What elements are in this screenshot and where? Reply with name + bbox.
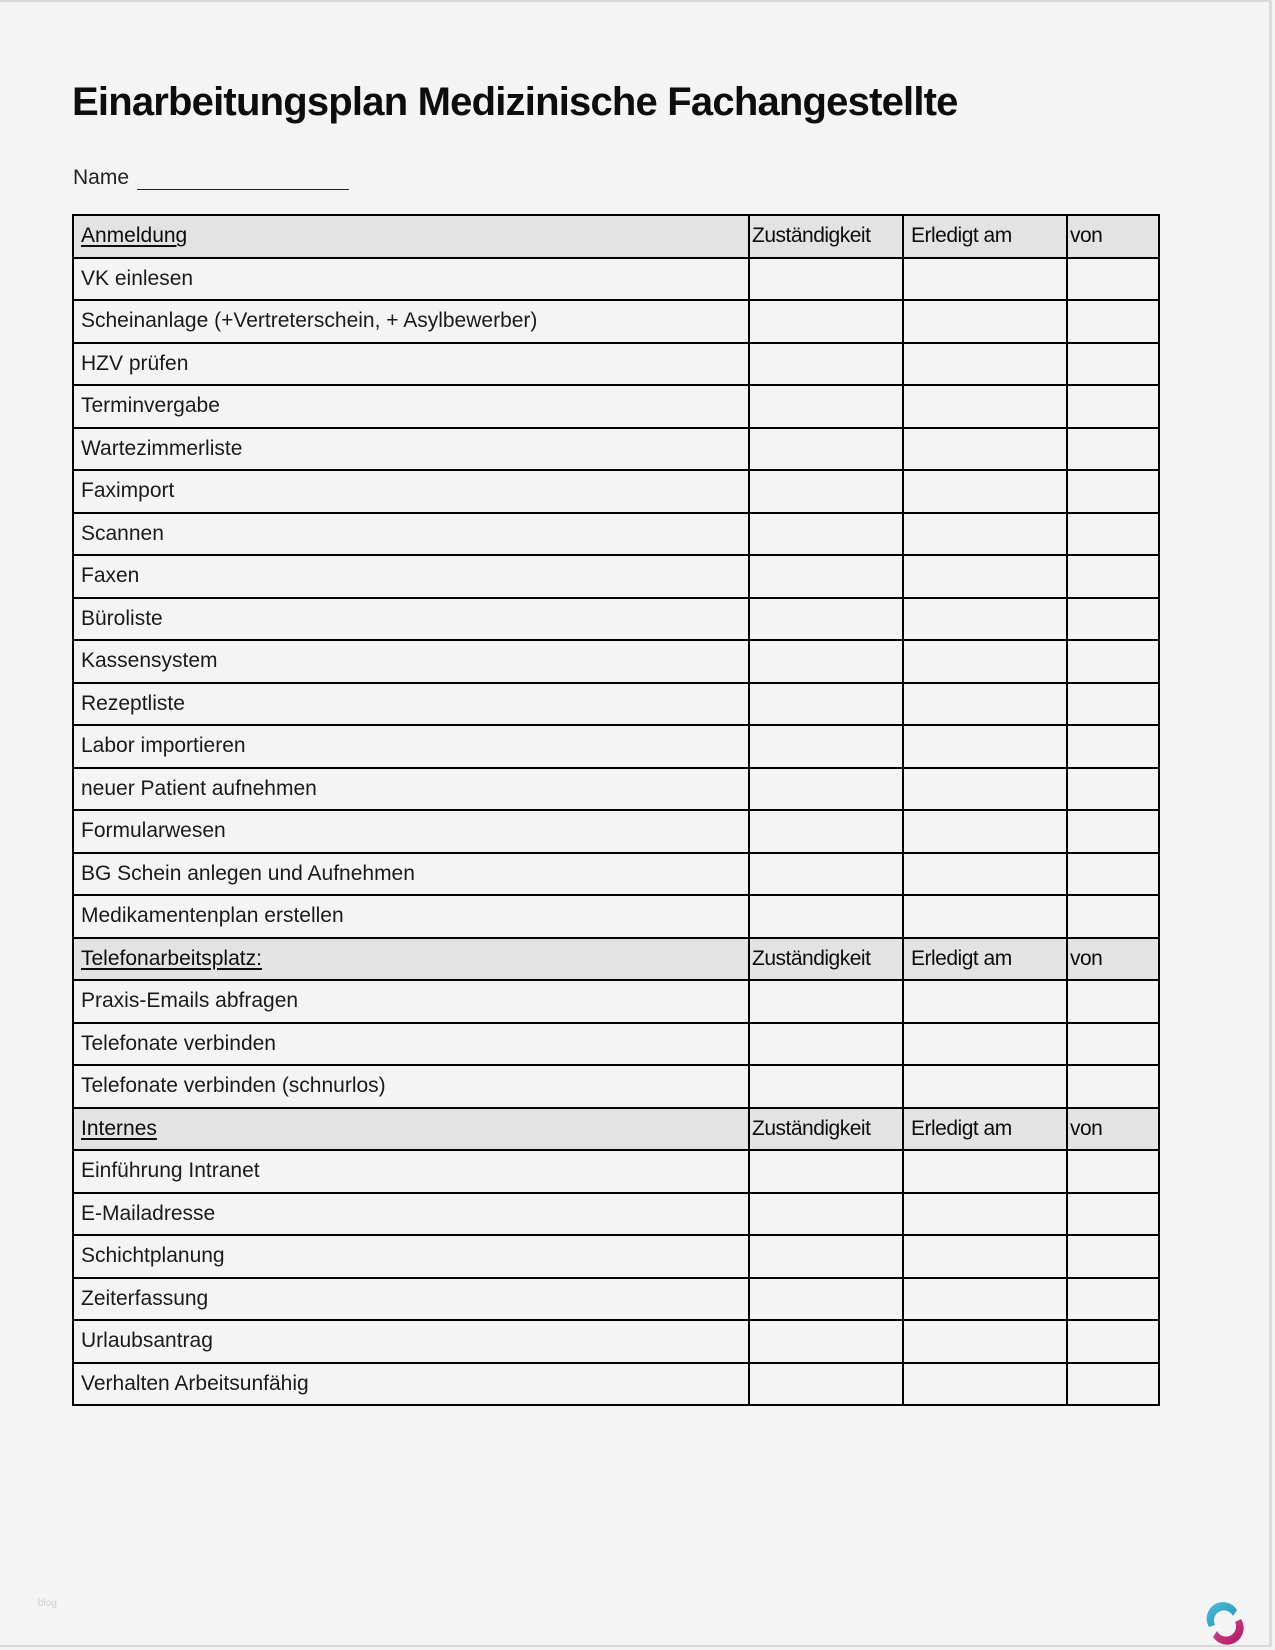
task-label: VK einlesen [73, 258, 749, 301]
task-label: Labor importieren [73, 725, 749, 768]
column-header-zustaendigkeit: Zuständigkeit [749, 215, 903, 258]
von-cell[interactable] [1067, 258, 1159, 301]
erledigt-am-cell[interactable] [903, 555, 1067, 598]
zustaendigkeit-cell[interactable] [749, 768, 903, 811]
zustaendigkeit-cell[interactable] [749, 258, 903, 301]
column-header-zustaendigkeit: Zuständigkeit [749, 938, 903, 981]
task-label: BG Schein anlegen und Aufnehmen [73, 853, 749, 896]
erledigt-am-cell[interactable] [903, 853, 1067, 896]
table-row [73, 555, 1159, 598]
table-row [73, 1235, 1159, 1278]
section-heading: Internes [81, 1116, 157, 1140]
task-label: Schichtplanung [73, 1235, 749, 1278]
task-label: Einführung Intranet [73, 1150, 749, 1193]
task-label: Faxen [73, 555, 749, 598]
table-row [73, 428, 1159, 471]
table-row [73, 1363, 1159, 1406]
von-cell[interactable] [1067, 385, 1159, 428]
section-heading: Anmeldung [81, 224, 188, 248]
von-cell[interactable] [1067, 768, 1159, 811]
table-row [73, 1065, 1159, 1108]
circular-arrows-logo-icon [1203, 1601, 1247, 1645]
erledigt-am-cell[interactable] [903, 725, 1067, 768]
task-label: Büroliste [73, 598, 749, 641]
table-row [73, 343, 1159, 386]
zustaendigkeit-cell[interactable] [749, 853, 903, 896]
zustaendigkeit-cell[interactable] [749, 640, 903, 683]
von-cell[interactable] [1067, 1363, 1159, 1406]
name-label: Name [73, 166, 130, 189]
table-row [73, 1320, 1159, 1363]
zustaendigkeit-cell[interactable] [749, 428, 903, 471]
table-row [73, 470, 1159, 513]
von-cell[interactable] [1067, 980, 1159, 1023]
task-label: Urlaubsantrag [73, 1320, 749, 1363]
onboarding-checklist-table [72, 214, 1160, 1406]
zustaendigkeit-cell[interactable] [749, 1065, 903, 1108]
task-label: Formularwesen [73, 810, 749, 853]
von-cell[interactable] [1067, 1278, 1159, 1321]
task-label: Wartezimmerliste [73, 428, 749, 471]
zustaendigkeit-cell[interactable] [749, 1278, 903, 1321]
erledigt-am-cell[interactable] [903, 768, 1067, 811]
von-cell[interactable] [1067, 683, 1159, 726]
task-label: Terminvergabe [73, 385, 749, 428]
table-row [73, 1278, 1159, 1321]
erledigt-am-cell[interactable] [903, 598, 1067, 641]
table-row [73, 640, 1159, 683]
table-row [73, 1023, 1159, 1066]
task-label: HZV prüfen [73, 343, 749, 386]
erledigt-am-cell[interactable] [903, 1363, 1067, 1406]
erledigt-am-cell[interactable] [903, 1278, 1067, 1321]
column-header-von: von [1067, 215, 1159, 258]
table-row [73, 895, 1159, 938]
task-label: Telefonate verbinden (schnurlos) [73, 1065, 749, 1108]
zustaendigkeit-cell[interactable] [749, 1150, 903, 1193]
erledigt-am-cell[interactable] [903, 640, 1067, 683]
von-cell[interactable] [1067, 598, 1159, 641]
erledigt-am-cell[interactable] [903, 980, 1067, 1023]
column-header-von: von [1067, 938, 1159, 981]
task-label: Scannen [73, 513, 749, 556]
erledigt-am-cell[interactable] [903, 1150, 1067, 1193]
von-cell[interactable] [1067, 640, 1159, 683]
task-label: Zeiterfassung [73, 1278, 749, 1321]
section-header-row [73, 938, 1159, 981]
zustaendigkeit-cell[interactable] [749, 1193, 903, 1236]
task-label: neuer Patient aufnehmen [73, 768, 749, 811]
von-cell[interactable] [1067, 1065, 1159, 1108]
erledigt-am-cell[interactable] [903, 1023, 1067, 1066]
von-cell[interactable] [1067, 810, 1159, 853]
von-cell[interactable] [1067, 343, 1159, 386]
table-row [73, 258, 1159, 301]
column-header-von: von [1067, 1108, 1159, 1151]
table-row [73, 513, 1159, 556]
watermark-text: blog [38, 1598, 57, 1609]
table-row [73, 768, 1159, 811]
von-cell[interactable] [1067, 1320, 1159, 1363]
erledigt-am-cell[interactable] [903, 513, 1067, 556]
task-label: Kassensystem [73, 640, 749, 683]
zustaendigkeit-cell[interactable] [749, 1320, 903, 1363]
table-row [73, 725, 1159, 768]
table-row [73, 1150, 1159, 1193]
zustaendigkeit-cell[interactable] [749, 980, 903, 1023]
section-heading: Telefonarbeitsplatz: [81, 946, 262, 970]
von-cell[interactable] [1067, 470, 1159, 513]
table-row [73, 1193, 1159, 1236]
table-row [73, 385, 1159, 428]
erledigt-am-cell[interactable] [903, 428, 1067, 471]
section-header-row [73, 215, 1159, 258]
section-header-row [73, 1108, 1159, 1151]
task-label: Scheinanlage (+Vertreterschein, + Asylbewerber) [73, 300, 749, 343]
erledigt-am-cell[interactable] [903, 258, 1067, 301]
erledigt-am-cell[interactable] [903, 1235, 1067, 1278]
von-cell[interactable] [1067, 1150, 1159, 1193]
table-row [73, 853, 1159, 896]
table-row [73, 810, 1159, 853]
name-field-row [73, 166, 349, 190]
task-label: Telefonate verbinden [73, 1023, 749, 1066]
von-cell[interactable] [1067, 1235, 1159, 1278]
erledigt-am-cell[interactable] [903, 895, 1067, 938]
von-cell[interactable] [1067, 895, 1159, 938]
zustaendigkeit-cell[interactable] [749, 385, 903, 428]
section-heading-cell [73, 938, 749, 981]
zustaendigkeit-cell[interactable] [749, 300, 903, 343]
erledigt-am-cell[interactable] [903, 810, 1067, 853]
zustaendigkeit-cell[interactable] [749, 683, 903, 726]
erledigt-am-cell[interactable] [903, 300, 1067, 343]
section-heading-cell [73, 1108, 749, 1151]
column-header-erledigt-am: Erledigt am [903, 215, 1067, 258]
task-label: E-Mailadresse [73, 1193, 749, 1236]
von-cell[interactable] [1067, 555, 1159, 598]
von-cell[interactable] [1067, 300, 1159, 343]
zustaendigkeit-cell[interactable] [749, 598, 903, 641]
zustaendigkeit-cell[interactable] [749, 343, 903, 386]
zustaendigkeit-cell[interactable] [749, 513, 903, 556]
erledigt-am-cell[interactable] [903, 343, 1067, 386]
task-label: Faximport [73, 470, 749, 513]
table-row [73, 980, 1159, 1023]
zustaendigkeit-cell[interactable] [749, 1363, 903, 1406]
erledigt-am-cell[interactable] [903, 1193, 1067, 1236]
von-cell[interactable] [1067, 1193, 1159, 1236]
column-header-erledigt-am: Erledigt am [903, 1108, 1067, 1151]
zustaendigkeit-cell[interactable] [749, 725, 903, 768]
zustaendigkeit-cell[interactable] [749, 895, 903, 938]
task-label: Verhalten Arbeitsunfähig [73, 1363, 749, 1406]
table-row [73, 598, 1159, 641]
von-cell[interactable] [1067, 853, 1159, 896]
page-title: Einarbeitungsplan Medizinische Fachangestellte [72, 80, 958, 124]
task-label: Praxis-Emails abfragen [73, 980, 749, 1023]
zustaendigkeit-cell[interactable] [749, 1235, 903, 1278]
von-cell[interactable] [1067, 513, 1159, 556]
task-label: Rezeptliste [73, 683, 749, 726]
erledigt-am-cell[interactable] [903, 385, 1067, 428]
zustaendigkeit-cell[interactable] [749, 555, 903, 598]
erledigt-am-cell[interactable] [903, 1320, 1067, 1363]
task-label: Medikamentenplan erstellen [73, 895, 749, 938]
von-cell[interactable] [1067, 428, 1159, 471]
table-row [73, 683, 1159, 726]
erledigt-am-cell[interactable] [903, 683, 1067, 726]
erledigt-am-cell[interactable] [903, 1065, 1067, 1108]
erledigt-am-cell[interactable] [903, 470, 1067, 513]
table-row [73, 300, 1159, 343]
von-cell[interactable] [1067, 725, 1159, 768]
section-heading-cell [73, 215, 749, 258]
name-input-line[interactable] [137, 167, 349, 190]
zustaendigkeit-cell[interactable] [749, 470, 903, 513]
column-header-zustaendigkeit: Zuständigkeit [749, 1108, 903, 1151]
zustaendigkeit-cell[interactable] [749, 1023, 903, 1066]
zustaendigkeit-cell[interactable] [749, 810, 903, 853]
column-header-erledigt-am: Erledigt am [903, 938, 1067, 981]
von-cell[interactable] [1067, 1023, 1159, 1066]
